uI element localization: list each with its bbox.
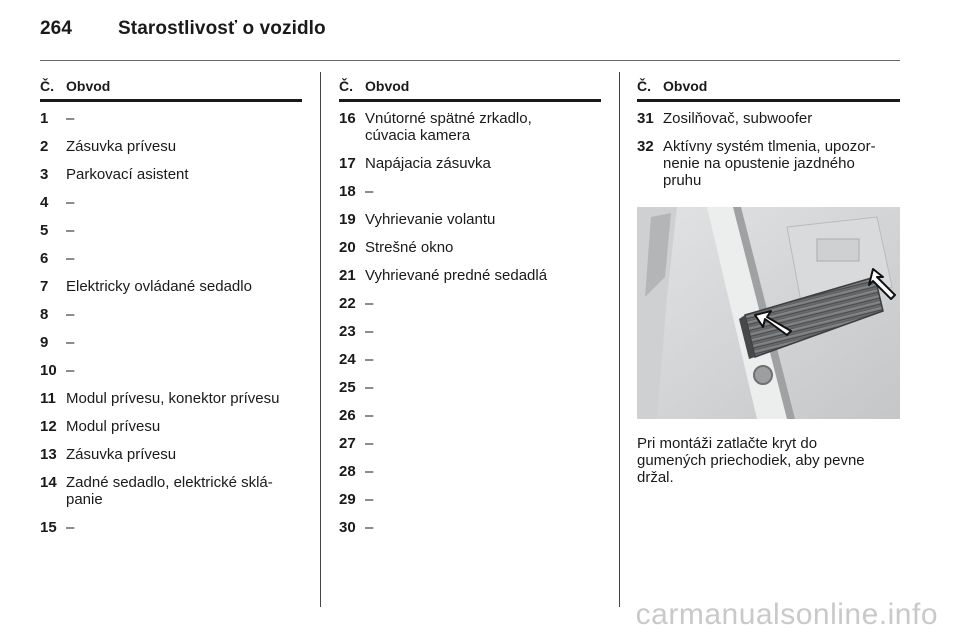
- circuit-name: Zadné sedadlo, elektrické sklá- panie: [66, 474, 273, 508]
- fuse-number: 10: [40, 362, 57, 379]
- circuit-name: Elektricky ovládané sedadlo: [66, 278, 252, 295]
- table-row: [40, 110, 302, 127]
- circuit-name: Aktívny systém tlmenia, upozor- nenie na opustenie jazdného pruhu: [663, 138, 876, 189]
- circuit-name: –: [365, 463, 374, 480]
- fuse-number: 29: [339, 491, 356, 508]
- header-rule: [40, 60, 900, 61]
- circuit-name: –: [365, 351, 374, 368]
- table-row: [339, 323, 601, 340]
- circuit-name: Zásuvka prívesu: [66, 446, 177, 463]
- circuit-name: Modul prívesu: [66, 418, 161, 435]
- table-row: [339, 351, 601, 368]
- circuit-name: Parkovací asistent: [66, 166, 189, 183]
- page-number: 264: [40, 18, 73, 39]
- table-row: [40, 166, 302, 183]
- fuse-number: 7: [40, 278, 49, 295]
- table-row: [40, 278, 302, 295]
- column-divider: [619, 72, 620, 607]
- fuse-table-column-1: [40, 78, 302, 547]
- table-row: [40, 390, 302, 407]
- circuit-name: –: [365, 295, 374, 312]
- circuit-name: –: [66, 250, 75, 267]
- table-rows: [40, 110, 302, 536]
- fuse-number: 23: [339, 323, 356, 340]
- figure-caption: Pri montáži zatlačte kryt do gumených priechodiek, aby pevne držal.: [637, 435, 865, 486]
- fuse-number: 11: [40, 390, 56, 407]
- fuse-number: 32: [637, 138, 654, 155]
- fuse-number: 30: [339, 519, 356, 536]
- fuse-number: 17: [339, 155, 356, 172]
- header-circuit-label: Obvod: [365, 78, 410, 94]
- watermark: carmanualsonline.info: [635, 598, 938, 631]
- table-row: [40, 519, 302, 536]
- fuse-number: 20: [339, 239, 356, 256]
- fuse-number: 2: [40, 138, 49, 155]
- circuit-name: –: [365, 183, 374, 200]
- fuse-number: 15: [40, 519, 57, 536]
- fuse-number: 4: [40, 194, 49, 211]
- table-row: [339, 155, 601, 172]
- circuit-name: –: [66, 222, 75, 239]
- fuse-number: 16: [339, 110, 356, 127]
- fuse-number: 3: [40, 166, 49, 183]
- table-row: [339, 491, 601, 508]
- fuse-cover-illustration: [637, 207, 900, 419]
- table-row: [637, 138, 900, 189]
- fuse-number: 24: [339, 351, 356, 368]
- circuit-name: –: [365, 323, 374, 340]
- table-row: [40, 194, 302, 211]
- fuse-number: 8: [40, 306, 49, 323]
- table-row: [40, 446, 302, 463]
- circuit-name: –: [66, 194, 75, 211]
- table-row: [40, 474, 302, 508]
- fuse-number: 1: [40, 110, 49, 127]
- table-rows: [637, 110, 900, 189]
- circuit-name: Modul prívesu, konektor prívesu: [66, 390, 280, 407]
- header-number-label: Č.: [40, 78, 54, 94]
- table-row: [339, 379, 601, 396]
- circuit-name: Zásuvka prívesu: [66, 138, 177, 155]
- circuit-name: Vyhrievanie volantu: [365, 211, 496, 228]
- header-number-label: Č.: [339, 78, 353, 94]
- circuit-name: –: [365, 407, 374, 424]
- fuse-number: 9: [40, 334, 49, 351]
- table-row: [339, 183, 601, 200]
- table-row: [40, 222, 302, 239]
- table-row: [339, 407, 601, 424]
- fuse-number: 14: [40, 474, 57, 491]
- table-row: [339, 463, 601, 480]
- header-number-label: Č.: [637, 78, 651, 94]
- circuit-name: Strešné okno: [365, 239, 454, 256]
- table-row: [40, 138, 302, 155]
- fuse-number: 22: [339, 295, 356, 312]
- circuit-name: Vyhrievané predné sedadlá: [365, 267, 548, 284]
- circuit-name: –: [365, 379, 374, 396]
- table-row: [40, 306, 302, 323]
- table-row: [40, 334, 302, 351]
- header-circuit-label: Obvod: [663, 78, 708, 94]
- table-row: [40, 362, 302, 379]
- circuit-name: –: [66, 306, 75, 323]
- table-header: [40, 78, 302, 102]
- circuit-name: –: [66, 519, 75, 536]
- circuit-name: –: [365, 491, 374, 508]
- fuse-number: 19: [339, 211, 356, 228]
- table-row: [339, 519, 601, 536]
- circuit-name: –: [365, 435, 374, 452]
- fuse-number: 12: [40, 418, 57, 435]
- header-circuit-label: Obvod: [66, 78, 111, 94]
- column-divider: [320, 72, 321, 607]
- fuse-table-column-3: [637, 78, 900, 486]
- fuse-number: 5: [40, 222, 49, 239]
- table-row: [637, 110, 900, 127]
- fuse-number: 25: [339, 379, 356, 396]
- table-row: [339, 295, 601, 312]
- table-row: [339, 267, 601, 284]
- circuit-name: –: [66, 110, 75, 127]
- table-header: [637, 78, 900, 102]
- page-title: Starostlivosť o vozidlo: [118, 18, 326, 39]
- table-row: [339, 239, 601, 256]
- table-header: [339, 78, 601, 102]
- table-row: [339, 110, 601, 144]
- fuse-number: 6: [40, 250, 49, 267]
- table-row: [40, 250, 302, 267]
- fuse-number: 27: [339, 435, 356, 452]
- page-header: [40, 18, 326, 40]
- circuit-name: –: [66, 334, 75, 351]
- table-row: [339, 435, 601, 452]
- fuse-number: 28: [339, 463, 356, 480]
- circuit-name: Vnútorné spätné zrkadlo, cúvacia kamera: [365, 110, 532, 144]
- circuit-name: Napájacia zásuvka: [365, 155, 491, 172]
- table-rows: [339, 110, 601, 536]
- fuse-number: 21: [339, 267, 356, 284]
- fuse-number: 26: [339, 407, 356, 424]
- fuse-number: 31: [637, 110, 654, 127]
- table-row: [40, 418, 302, 435]
- circuit-name: Zosilňovač, subwoofer: [663, 110, 813, 127]
- fuse-number: 18: [339, 183, 356, 200]
- table-row: [339, 211, 601, 228]
- circuit-name: –: [66, 362, 75, 379]
- fuse-number: 13: [40, 446, 57, 463]
- circuit-name: –: [365, 519, 374, 536]
- fuse-table-column-2: [339, 78, 601, 547]
